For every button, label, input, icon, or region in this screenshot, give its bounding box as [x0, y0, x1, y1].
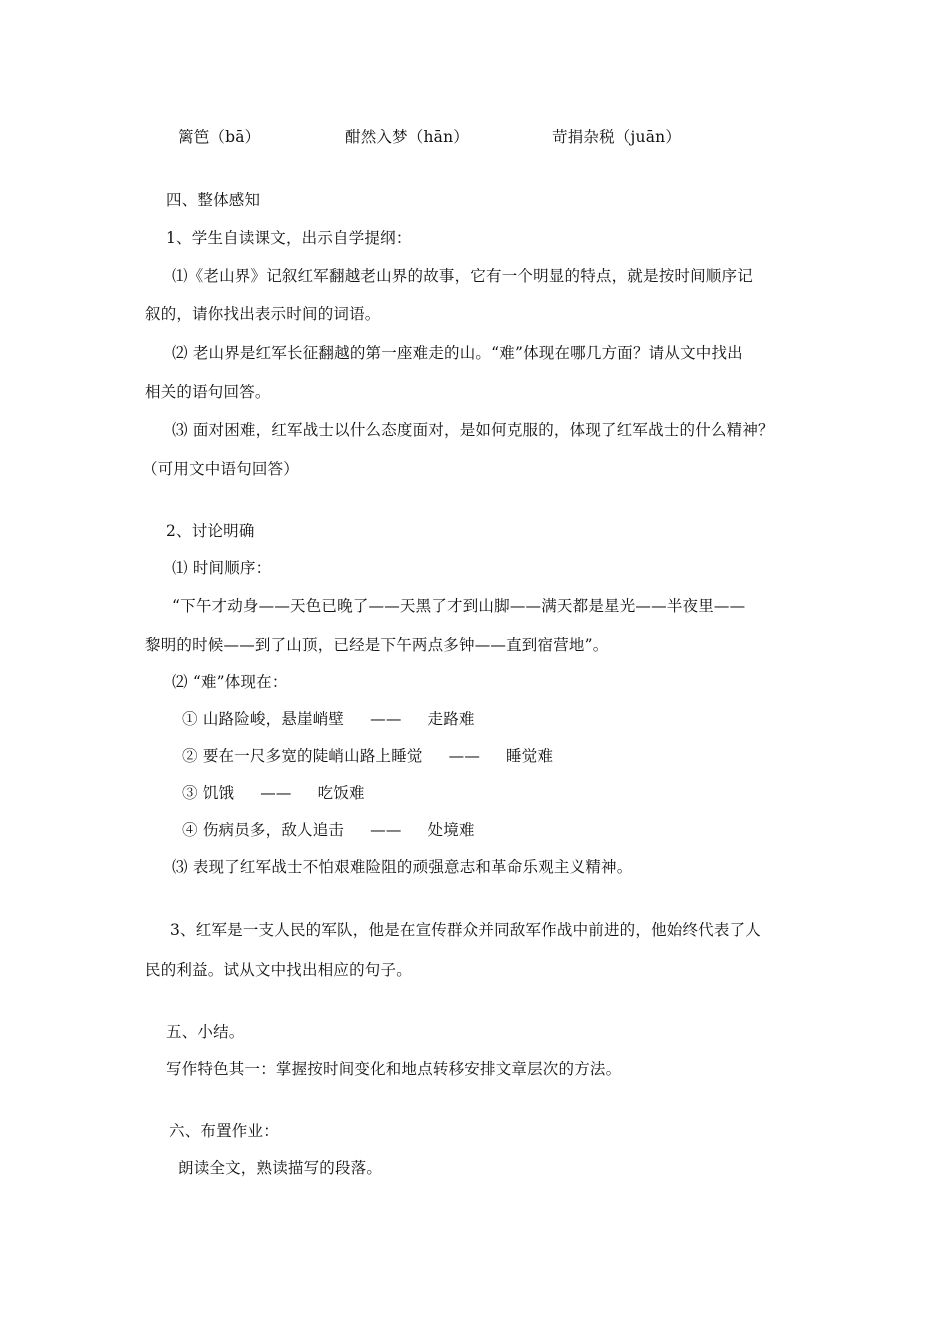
answer-2-title: ⑵ “难”体现在：: [172, 673, 288, 691]
question-3-line-2: （可用文中语句回答）: [142, 460, 300, 478]
section-4-heading: 四、整体感知: [166, 191, 261, 209]
summary-text: 写作特色其一：掌握按时间变化和地点转移安排文章层次的方法。: [166, 1060, 622, 1078]
difficulty-result: 处境难: [427, 821, 475, 839]
answer-1-line-1: “下午才动身——天色已晚了——天黑了才到山脚——满天都是星光——半夜里——: [172, 597, 746, 615]
question-1-line-1: ⑴《老山界》记叙红军翻越老山界的故事，它有一个明显的特点，就是按时间顺序记: [172, 267, 753, 285]
answer-1-title: ⑴ 时间顺序：: [172, 559, 272, 577]
difficulty-cause: ③ 饥饿: [182, 784, 235, 802]
difficulty-item: [182, 783, 365, 803]
answer-1-line-2: 黎明的时候——到了山顶，已经是下午两点多钟——直到宿营地”。: [145, 636, 609, 654]
dash-separator: ——: [370, 710, 402, 728]
vocab-item-1: 篱笆（bā）: [178, 128, 261, 146]
difficulty-item: [182, 709, 475, 729]
dash-separator: ——: [370, 821, 402, 839]
difficulty-result: 睡觉难: [506, 747, 554, 765]
homework-text: 朗读全文，熟读描写的段落。: [178, 1159, 383, 1177]
vocab-item-2: 酣然入梦（hān）: [345, 128, 470, 146]
self-study-title: 1、学生自读课文，出示自学提纲：: [166, 229, 412, 247]
difficulty-item: [182, 746, 553, 766]
difficulty-result: 走路难: [427, 710, 475, 728]
difficulty-item: [182, 820, 475, 840]
question-2-line-2: 相关的语句回答。: [145, 383, 271, 401]
dash-separator: ——: [448, 747, 481, 765]
question-2-line-1: ⑵ 老山界是红军长征翻越的第一座难走的山。“难”体现在哪几方面？请从文中找出: [172, 344, 743, 362]
difficulty-cause: ② 要在一尺多宽的陡峭山路上睡觉: [182, 747, 423, 765]
difficulty-result: 吃饭难: [317, 784, 365, 802]
discussion-title: 2、讨论明确: [166, 522, 255, 540]
question-1-line-2: 叙的，请你找出表示时间的词语。: [145, 305, 381, 323]
vocab-item-3: 苛捐杂税（juān）: [552, 128, 682, 146]
paragraph-3-line-1: 3、红军是一支人民的军队，他是在宣传群众并同敌军作战中前进的，他始终代表了人: [170, 921, 761, 939]
difficulty-cause: ④ 伤病员多，敌人追击: [182, 821, 345, 839]
difficulty-cause: ① 山路险峻，悬崖峭壁: [182, 710, 345, 728]
paragraph-3-line-2: 民的利益。试从文中找出相应的句子。: [145, 961, 412, 979]
answer-3: ⑶ 表现了红军战士不怕艰难险阻的顽强意志和革命乐观主义精神。: [172, 858, 633, 876]
section-5-heading: 五、小结。: [166, 1023, 245, 1041]
dash-separator: ——: [260, 784, 292, 802]
section-6-heading: 六、布置作业：: [169, 1122, 279, 1140]
question-3-line-1: ⑶ 面对困难，红军战士以什么态度面对，是如何克服的，体现了红军战士的什么精神？: [172, 421, 774, 439]
